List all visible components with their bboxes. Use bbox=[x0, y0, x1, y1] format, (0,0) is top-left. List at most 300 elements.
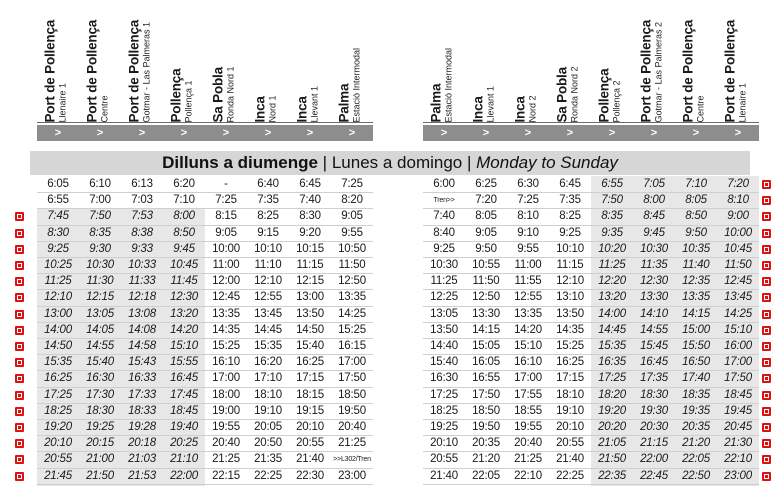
time-cell: 12:55 bbox=[254, 291, 282, 304]
right-stop-header bbox=[553, 0, 593, 122]
time-cell: 8:35 bbox=[89, 226, 111, 239]
direction-arrow-icon: > bbox=[138, 127, 146, 139]
direction-arrow-icon: > bbox=[222, 127, 230, 139]
bus-icon bbox=[762, 439, 771, 448]
bus-icon bbox=[15, 472, 24, 481]
time-cell: 18:25 bbox=[44, 404, 72, 417]
direction-arrow-icon: > bbox=[482, 127, 490, 139]
time-cell: 10:50 bbox=[338, 242, 366, 255]
time-cell: 17:00 bbox=[724, 356, 752, 369]
bus-icon bbox=[15, 407, 24, 416]
time-cell: 21:03 bbox=[128, 453, 156, 466]
service-days-banner bbox=[30, 151, 750, 175]
time-cell: 14:15 bbox=[682, 307, 710, 320]
time-cell: 7:20 bbox=[727, 178, 749, 190]
left-stop-header bbox=[335, 0, 375, 122]
time-cell: 20:55 bbox=[296, 437, 324, 450]
stop-header-text bbox=[212, 66, 236, 122]
time-cell: 13:00 bbox=[44, 307, 72, 320]
time-cell: 21:40 bbox=[556, 453, 584, 466]
bus-icon bbox=[15, 439, 24, 448]
time-cell: 11:45 bbox=[170, 275, 198, 288]
time-cell: 20:20 bbox=[598, 421, 626, 433]
time-cell: 21:00 bbox=[86, 453, 114, 466]
time-cell: 15:00 bbox=[682, 323, 710, 336]
time-cell: 17:25 bbox=[598, 372, 626, 385]
bus-icon bbox=[762, 229, 771, 238]
bus-icon bbox=[15, 310, 24, 319]
banner-spanish: Lunes a domingo bbox=[331, 153, 463, 172]
time-cell: 10:45 bbox=[724, 242, 752, 255]
stop-name: Sa Pobla bbox=[210, 66, 226, 122]
stop-header-text bbox=[170, 68, 194, 122]
time-cell: 14:45 bbox=[598, 323, 626, 336]
time-cell: 22:10 bbox=[724, 453, 752, 466]
left-stop-header bbox=[83, 0, 123, 122]
time-cell: 10:00 bbox=[724, 226, 752, 239]
bus-icon bbox=[762, 212, 771, 221]
time-cell: 11:10 bbox=[254, 259, 282, 271]
bus-icon bbox=[762, 196, 771, 205]
time-cell: 10:25 bbox=[44, 259, 72, 271]
time-cell: 17:45 bbox=[170, 388, 198, 401]
time-cell: 8:25 bbox=[559, 210, 581, 223]
time-cell: 10:45 bbox=[170, 259, 198, 271]
time-cell: 21:10 bbox=[170, 453, 198, 466]
bus-icon bbox=[762, 342, 771, 351]
time-cell: 11:40 bbox=[682, 259, 710, 271]
direction-arrow-icon: > bbox=[650, 127, 658, 139]
time-cell: 9:15 bbox=[257, 226, 279, 239]
time-cell: >>L302/Tren bbox=[333, 456, 371, 464]
time-cell: 22:30 bbox=[296, 469, 324, 482]
time-cell: 17:40 bbox=[682, 372, 710, 385]
time-cell: 8:20 bbox=[341, 194, 363, 207]
bus-icon bbox=[15, 342, 24, 351]
time-cell: 22:45 bbox=[640, 469, 668, 482]
stop-header-text bbox=[128, 19, 152, 122]
time-cell: 17:55 bbox=[514, 388, 542, 401]
time-cell: 10:10 bbox=[556, 242, 584, 255]
time-cell: 8:40 bbox=[433, 226, 455, 239]
time-cell: 18:00 bbox=[212, 388, 240, 401]
right-stop-header bbox=[469, 0, 509, 122]
time-cell: 20:55 bbox=[430, 453, 458, 466]
time-cell: 22:25 bbox=[556, 469, 584, 482]
time-cell: 10:35 bbox=[682, 242, 710, 255]
time-cell: 19:10 bbox=[556, 404, 584, 417]
time-cell: 7:50 bbox=[89, 210, 111, 223]
time-cell: 10:20 bbox=[598, 242, 626, 255]
time-cell: 8:30 bbox=[299, 210, 321, 223]
time-cell: 6:55 bbox=[47, 194, 69, 207]
time-cell: 16:25 bbox=[44, 372, 72, 385]
time-cell: 12:10 bbox=[44, 291, 72, 304]
time-cell: 18:55 bbox=[514, 404, 542, 417]
direction-arrow-icon: > bbox=[608, 127, 616, 139]
time-cell: 22:00 bbox=[170, 469, 198, 482]
left-stop-header bbox=[209, 0, 249, 122]
stop-name: Port de Pollença bbox=[680, 19, 696, 122]
stop-header-text bbox=[682, 19, 706, 122]
time-cell: 15:40 bbox=[86, 356, 114, 369]
bus-icon bbox=[762, 261, 771, 270]
time-cell: 14:55 bbox=[640, 323, 668, 336]
time-cell: 19:50 bbox=[338, 404, 366, 417]
time-cell: 12:18 bbox=[128, 291, 156, 304]
time-cell: 13:35 bbox=[212, 307, 240, 320]
bus-icon bbox=[15, 245, 24, 254]
time-cell: 15:25 bbox=[338, 323, 366, 336]
time-cell: 16:25 bbox=[296, 356, 324, 369]
time-cell: 15:10 bbox=[514, 340, 542, 352]
time-cell: 7:35 bbox=[257, 194, 279, 207]
time-cell: 15:10 bbox=[170, 340, 198, 352]
stop-header-text bbox=[640, 19, 664, 122]
time-cell: 13:50 bbox=[556, 307, 584, 320]
time-cell: 17:50 bbox=[472, 388, 500, 401]
stop-header-text bbox=[724, 19, 748, 122]
time-cell: 14:00 bbox=[44, 323, 72, 336]
time-cell: 13:08 bbox=[128, 307, 156, 320]
time-cell: 12:45 bbox=[724, 275, 752, 288]
time-cell: 12:15 bbox=[296, 275, 324, 288]
stop-subname: Llenaire 1 bbox=[57, 82, 67, 122]
time-cell: 9:25 bbox=[433, 242, 455, 255]
time-cell: 16:33 bbox=[128, 372, 156, 385]
bus-icon bbox=[15, 391, 24, 400]
time-cell: 13:35 bbox=[514, 307, 542, 320]
time-cell: 20:25 bbox=[170, 437, 198, 450]
time-cell: 20:35 bbox=[682, 421, 710, 433]
time-cell: 22:10 bbox=[514, 469, 542, 482]
time-cell: 20:05 bbox=[254, 421, 282, 433]
time-cell: 18:50 bbox=[472, 404, 500, 417]
time-cell: 15:45 bbox=[640, 340, 668, 352]
time-cell: 16:10 bbox=[514, 356, 542, 369]
time-cell: 11:00 bbox=[514, 259, 542, 271]
time-cell: 14:40 bbox=[430, 340, 458, 352]
time-cell: 9:45 bbox=[643, 226, 665, 239]
time-cell: 8:45 bbox=[643, 210, 665, 223]
stop-subname: Gotmar - Las Palmeras 1 bbox=[141, 21, 151, 122]
time-cell: 18:25 bbox=[430, 404, 458, 417]
stop-subname: Pollença 1 bbox=[183, 79, 193, 122]
time-cell: 10:33 bbox=[128, 259, 156, 271]
time-cell: 15:40 bbox=[296, 340, 324, 352]
time-cell: 7:45 bbox=[47, 210, 69, 223]
time-cell: 16:25 bbox=[556, 356, 584, 369]
time-cell: 13:30 bbox=[472, 307, 500, 320]
stop-header-text bbox=[254, 95, 278, 122]
bus-icon bbox=[15, 261, 24, 270]
stop-subname: Estació Intermodal bbox=[351, 47, 361, 122]
time-cell: 15:43 bbox=[128, 356, 156, 369]
time-cell: 19:15 bbox=[296, 404, 324, 417]
direction-arrow-icon: > bbox=[264, 127, 272, 139]
bus-icon bbox=[762, 277, 771, 286]
time-cell: 9:05 bbox=[341, 210, 363, 223]
time-cell: 20:18 bbox=[128, 437, 156, 450]
time-cell: 12:10 bbox=[556, 275, 584, 288]
time-cell: 14:20 bbox=[170, 323, 198, 336]
time-cell: 13:30 bbox=[640, 291, 668, 304]
time-cell: 19:20 bbox=[44, 421, 72, 433]
bus-icon bbox=[762, 326, 771, 335]
time-cell: 21:25 bbox=[514, 453, 542, 466]
time-cell: 22:05 bbox=[682, 453, 710, 466]
time-cell: 22:35 bbox=[598, 469, 626, 482]
bus-icon bbox=[15, 374, 24, 383]
time-cell: 15:25 bbox=[556, 340, 584, 352]
stop-subname: Llenaire 1 bbox=[737, 82, 747, 122]
direction-arrow-icon: > bbox=[54, 127, 62, 139]
time-cell: 20:40 bbox=[338, 421, 366, 433]
time-cell: 8:00 bbox=[173, 210, 195, 223]
stop-header-text bbox=[44, 19, 68, 122]
time-cell: 17:50 bbox=[338, 372, 366, 385]
time-cell: 19:25 bbox=[86, 421, 114, 433]
right-stop-header bbox=[721, 0, 761, 122]
time-cell: 21:05 bbox=[598, 437, 626, 450]
time-cell: 11:15 bbox=[296, 259, 324, 271]
stop-name: Pollença bbox=[596, 68, 612, 122]
time-cell: 8:50 bbox=[173, 226, 195, 239]
time-cell: 18:10 bbox=[254, 388, 282, 401]
bus-icon bbox=[762, 293, 771, 302]
time-cell: 19:10 bbox=[254, 404, 282, 417]
banner-english: Monday to Sunday bbox=[476, 153, 618, 172]
time-cell: 22:50 bbox=[682, 469, 710, 482]
time-cell: 12:25 bbox=[430, 291, 458, 304]
direction-arrow-icon: > bbox=[734, 127, 742, 139]
time-cell: 6:45 bbox=[559, 178, 581, 190]
time-cell: 7:25 bbox=[215, 194, 237, 207]
time-cell: 10:55 bbox=[472, 259, 500, 271]
time-cell: 9:35 bbox=[601, 226, 623, 239]
time-cell: 15:35 bbox=[44, 356, 72, 369]
time-cell: 16:45 bbox=[640, 356, 668, 369]
time-cell: 17:00 bbox=[212, 372, 240, 385]
stop-name: Palma bbox=[428, 83, 444, 122]
time-cell: 10:00 bbox=[212, 242, 240, 255]
time-cell: 17:25 bbox=[430, 388, 458, 401]
stop-name: Port de Pollença bbox=[638, 19, 654, 122]
time-cell: 7:10 bbox=[173, 194, 195, 207]
time-cell: 20:55 bbox=[44, 453, 72, 466]
bus-icon bbox=[15, 423, 24, 432]
stop-subname: Estació Intermodal bbox=[443, 47, 453, 122]
time-cell: 17:33 bbox=[128, 388, 156, 401]
time-cell: 18:45 bbox=[170, 404, 198, 417]
time-cell: 19:35 bbox=[682, 404, 710, 417]
time-cell: 16:00 bbox=[724, 340, 752, 352]
direction-arrow-icon: > bbox=[692, 127, 700, 139]
time-cell: 12:50 bbox=[472, 291, 500, 304]
banner-catalan: Dilluns a diumenge bbox=[162, 153, 318, 172]
time-cell: 19:55 bbox=[212, 421, 240, 433]
time-cell: 23:00 bbox=[338, 469, 366, 482]
time-cell: 12:45 bbox=[212, 291, 240, 304]
time-cell: 9:20 bbox=[299, 226, 321, 239]
time-cell: 11:25 bbox=[430, 275, 458, 288]
time-cell: 12:00 bbox=[212, 275, 240, 288]
time-cell: 21:35 bbox=[254, 453, 282, 466]
direction-arrow-icon: > bbox=[180, 127, 188, 139]
time-cell: 20:40 bbox=[212, 437, 240, 450]
time-cell: 6:40 bbox=[257, 178, 279, 190]
time-cell: 17:00 bbox=[338, 356, 366, 369]
time-cell: 19:25 bbox=[430, 421, 458, 433]
time-cell: 17:10 bbox=[254, 372, 282, 385]
right-stop-header bbox=[637, 0, 677, 122]
time-cell: 11:35 bbox=[640, 259, 668, 271]
time-cell: 9:25 bbox=[47, 242, 69, 255]
time-cell: 21:25 bbox=[212, 453, 240, 466]
time-cell: 11:25 bbox=[44, 275, 72, 288]
left-stop-header bbox=[251, 0, 291, 122]
time-cell: 7:53 bbox=[131, 210, 153, 223]
time-cell: 13:05 bbox=[86, 307, 114, 320]
time-cell: 7:25 bbox=[341, 178, 363, 190]
stop-subname: Centre bbox=[99, 94, 109, 122]
time-cell: 7:20 bbox=[475, 194, 497, 207]
time-cell: 12:35 bbox=[682, 275, 710, 288]
time-cell: 15:55 bbox=[170, 356, 198, 369]
time-cell: 14:55 bbox=[86, 340, 114, 352]
time-cell: 6:00 bbox=[433, 178, 455, 190]
bus-icon bbox=[15, 455, 24, 464]
stop-subname: Nord 1 bbox=[267, 94, 277, 122]
time-cell: 19:55 bbox=[514, 421, 542, 433]
time-cell: 20:45 bbox=[724, 421, 752, 433]
time-cell: 16:05 bbox=[472, 356, 500, 369]
time-cell: 7:35 bbox=[559, 194, 581, 207]
time-cell: 12:30 bbox=[640, 275, 668, 288]
stop-header-text bbox=[86, 19, 110, 122]
stop-name: Port de Pollença bbox=[42, 19, 58, 122]
stop-header-text bbox=[296, 85, 320, 122]
stop-header-text bbox=[514, 95, 538, 122]
time-cell: 19:28 bbox=[128, 421, 156, 433]
time-cell: 17:35 bbox=[640, 372, 668, 385]
time-cell: 18:30 bbox=[86, 404, 114, 417]
banner-separator: | bbox=[462, 153, 477, 172]
time-cell: 13:20 bbox=[170, 307, 198, 320]
time-cell: 8:15 bbox=[215, 210, 237, 223]
stop-name: Port de Pollença bbox=[126, 19, 142, 122]
time-cell: 18:35 bbox=[682, 388, 710, 401]
time-cell: 17:15 bbox=[556, 372, 584, 385]
time-cell: Tren>> bbox=[433, 197, 455, 205]
time-cell: 21:40 bbox=[296, 453, 324, 466]
left-stop-header bbox=[125, 0, 165, 122]
time-cell: 15:35 bbox=[598, 340, 626, 352]
time-cell: 14:25 bbox=[338, 307, 366, 320]
time-cell: 9:05 bbox=[475, 226, 497, 239]
time-cell: 18:15 bbox=[296, 388, 324, 401]
stop-header-text bbox=[338, 47, 362, 122]
time-cell: 11:15 bbox=[556, 259, 584, 271]
time-cell: 16:55 bbox=[472, 372, 500, 385]
stop-name: Inca bbox=[294, 95, 310, 122]
time-cell: 16:30 bbox=[86, 372, 114, 385]
time-cell: 21:15 bbox=[640, 437, 668, 450]
time-cell: 9:25 bbox=[559, 226, 581, 239]
stop-subname: Nord 2 bbox=[527, 94, 537, 122]
time-cell: 21:25 bbox=[338, 437, 366, 450]
time-cell: 21:30 bbox=[724, 437, 752, 450]
time-cell: 13:45 bbox=[254, 307, 282, 320]
bus-icon bbox=[762, 245, 771, 254]
time-cell: 8:05 bbox=[685, 194, 707, 207]
time-cell: 16:10 bbox=[212, 356, 240, 369]
bus-icon bbox=[15, 277, 24, 286]
time-cell: 14:58 bbox=[128, 340, 156, 352]
time-cell: 21:20 bbox=[472, 453, 500, 466]
time-cell: 22:05 bbox=[472, 469, 500, 482]
time-cell: 15:10 bbox=[724, 323, 752, 336]
time-cell: 21:20 bbox=[682, 437, 710, 450]
left-stop-header bbox=[41, 0, 81, 122]
time-cell: 13:50 bbox=[430, 323, 458, 336]
time-cell: 22:00 bbox=[640, 453, 668, 466]
time-cell: 16:35 bbox=[598, 356, 626, 369]
time-cell: 14:50 bbox=[44, 340, 72, 352]
time-cell: - bbox=[224, 178, 228, 190]
time-cell: 19:30 bbox=[640, 404, 668, 417]
time-cell: 15:35 bbox=[254, 340, 282, 352]
stop-name: Sa Pobla bbox=[554, 66, 570, 122]
time-cell: 11:00 bbox=[212, 259, 240, 271]
time-cell: 8:25 bbox=[257, 210, 279, 223]
time-cell: 17:50 bbox=[724, 372, 752, 385]
time-cell: 7:50 bbox=[601, 194, 623, 207]
time-cell: 9:30 bbox=[89, 242, 111, 255]
time-cell: 8:38 bbox=[131, 226, 153, 239]
bus-icon bbox=[15, 229, 24, 238]
header-rule bbox=[423, 122, 759, 123]
time-cell: 17:25 bbox=[44, 388, 72, 401]
time-cell: 6:10 bbox=[89, 178, 111, 190]
time-cell: 14:00 bbox=[598, 307, 626, 320]
bus-icon bbox=[15, 212, 24, 221]
time-cell: 19:40 bbox=[170, 421, 198, 433]
time-cell: 10:30 bbox=[430, 259, 458, 271]
stop-header-text bbox=[598, 68, 622, 122]
stop-name: Palma bbox=[336, 83, 352, 122]
time-cell: 11:50 bbox=[724, 259, 752, 271]
time-cell: 7:25 bbox=[517, 194, 539, 207]
time-cell: 11:50 bbox=[338, 259, 366, 271]
time-cell: 6:30 bbox=[517, 178, 539, 190]
time-cell: 9:33 bbox=[131, 242, 153, 255]
time-cell: 13:05 bbox=[430, 307, 458, 320]
time-cell: 16:45 bbox=[170, 372, 198, 385]
bus-icon bbox=[762, 180, 771, 189]
time-cell: 22:25 bbox=[254, 469, 282, 482]
time-cell: 20:15 bbox=[86, 437, 114, 450]
time-cell: 16:20 bbox=[254, 356, 282, 369]
bus-icon bbox=[762, 407, 771, 416]
time-cell: 9:05 bbox=[215, 226, 237, 239]
time-cell: 15:50 bbox=[682, 340, 710, 352]
time-cell: 17:15 bbox=[296, 372, 324, 385]
time-cell: 14:50 bbox=[296, 323, 324, 336]
bus-icon bbox=[762, 358, 771, 367]
bus-icon bbox=[15, 293, 24, 302]
time-cell: 11:25 bbox=[598, 259, 626, 271]
